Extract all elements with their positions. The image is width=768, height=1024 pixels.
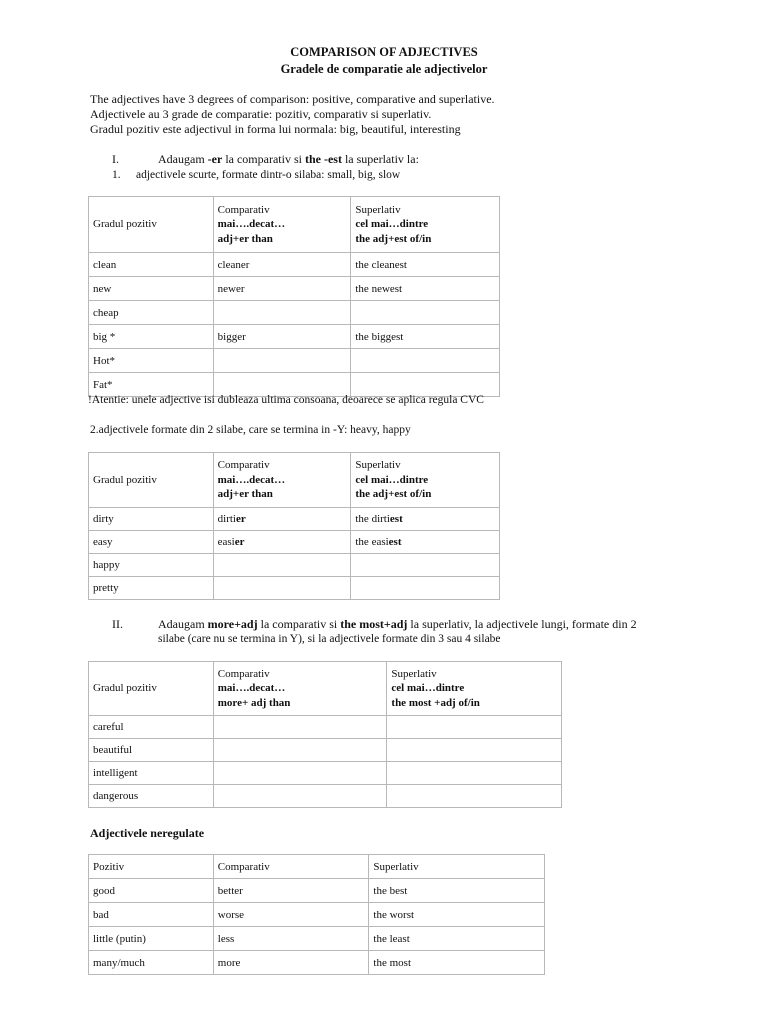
table-row xyxy=(89,879,545,903)
header-superlative: Superlativ cel mai…dintre the adj+est of/in xyxy=(351,197,500,253)
cell-comparative: less xyxy=(213,927,369,951)
table-row xyxy=(89,531,500,554)
section-1-est: the -est xyxy=(304,152,342,166)
cell-positive: intelligent xyxy=(89,762,214,785)
header-superlative: Superlativ cel mai…dintre the most +adj of/in xyxy=(387,662,562,716)
table-header-row xyxy=(89,855,545,879)
header-comparative: Comparativ mai….decat… adj+er than xyxy=(213,453,351,508)
cell-positive: pretty xyxy=(89,577,214,600)
cell-superlative xyxy=(387,762,562,785)
cell-positive: dirty xyxy=(89,508,214,531)
table-row xyxy=(89,739,562,762)
section-1-sub-text: adjectivele scurte, formate dintr-o silaba: small, big, slow xyxy=(136,169,401,181)
cell-comparative: easier xyxy=(213,531,351,554)
header-comparative: Comparativ mai….decat… more+ adj than xyxy=(213,662,387,716)
section-2-text-b: la comparativ si xyxy=(257,617,341,631)
cell-positive: Hot* xyxy=(89,349,214,373)
cell-superlative xyxy=(387,716,562,739)
cell-comparative: dirtier xyxy=(213,508,351,531)
section-1-heading xyxy=(158,152,419,166)
page-subtitle: Gradele de comparatie ale adjectivelor xyxy=(280,62,488,76)
section-1-text-a: Adaugam xyxy=(158,152,208,166)
table-row xyxy=(89,301,500,325)
section-1-text-b: la comparativ si xyxy=(222,152,305,166)
table-short-adjectives xyxy=(88,196,500,397)
section-1-text-c: la superlativ la: xyxy=(341,152,419,166)
table-header-row xyxy=(89,662,562,716)
cell-superlative: the easiest xyxy=(351,531,500,554)
cell-comparative: cleaner xyxy=(213,253,351,277)
table-row xyxy=(89,577,500,600)
section-2-text-c: la superlativ, la adjectivele lungi, formate din 2 xyxy=(407,617,637,631)
table-y-adjectives xyxy=(88,452,500,600)
section-2-more: more+adj xyxy=(207,617,258,631)
intro-line-1: The adjectives have 3 degrees of comparison: positive, comparative and superlative. xyxy=(90,92,495,106)
table-row xyxy=(89,277,500,301)
header-superlative: Superlativ xyxy=(369,855,545,879)
cell-positive: many/much xyxy=(89,951,214,975)
cell-comparative: more xyxy=(213,951,369,975)
header-comparative: Comparativ mai….decat… adj+er than xyxy=(213,197,351,253)
section-2-text-a: Adaugam xyxy=(158,617,208,631)
section-1-number: I. xyxy=(112,152,119,166)
cell-positive: happy xyxy=(89,554,214,577)
cell-comparative: better xyxy=(213,879,369,903)
table-row xyxy=(89,785,562,808)
cell-superlative xyxy=(351,349,500,373)
cell-positive: little (putin) xyxy=(89,927,214,951)
cell-positive: cheap xyxy=(89,301,214,325)
table-header-row xyxy=(89,453,500,508)
section-1-sub-number: 1. xyxy=(112,169,121,181)
intro-line-3: Gradul pozitiv este adjectivul in forma lui normala: big, beautiful, interesting xyxy=(90,122,461,136)
cell-positive: new xyxy=(89,277,214,301)
cell-superlative: the cleanest xyxy=(351,253,500,277)
irregular-heading: Adjectivele neregulate xyxy=(90,826,205,840)
cell-positive: bad xyxy=(89,903,214,927)
cell-comparative xyxy=(213,785,387,808)
cell-comparative xyxy=(213,762,387,785)
cvc-note: !Atentie: unele adjective isi dubleaza ultima consoana, deoarece se aplica regula CVC xyxy=(88,394,484,406)
cell-superlative xyxy=(387,785,562,808)
table-row xyxy=(89,927,545,951)
cell-comparative xyxy=(213,739,387,762)
table-long-adjectives xyxy=(88,661,562,808)
cell-comparative xyxy=(213,301,351,325)
table-row xyxy=(89,903,545,927)
cell-positive: beautiful xyxy=(89,739,214,762)
header-positive: Gradul pozitiv xyxy=(89,453,214,508)
section-1-point-2: 2.adjectivele formate din 2 silabe, care se termina in -Y: heavy, happy xyxy=(90,424,411,436)
cell-superlative: the worst xyxy=(369,903,545,927)
section-2-most: the most+adj xyxy=(340,617,408,631)
header-positive: Gradul pozitiv xyxy=(89,662,214,716)
table-row xyxy=(89,951,545,975)
cell-comparative: newer xyxy=(213,277,351,301)
header-superlative: Superlativ cel mai…dintre the adj+est of/in xyxy=(351,453,500,508)
cell-comparative xyxy=(213,554,351,577)
section-2-heading xyxy=(158,617,637,631)
section-2-line-2: silabe (care nu se termina in Y), si la adjectivele formate din 3 sau 4 silabe xyxy=(158,633,501,645)
cell-comparative: bigger xyxy=(213,325,351,349)
page-title: COMPARISON OF ADJECTIVES xyxy=(290,45,478,59)
table-row xyxy=(89,762,562,785)
table-row xyxy=(89,716,562,739)
cell-positive: clean xyxy=(89,253,214,277)
cell-comparative xyxy=(213,716,387,739)
cell-positive: Fat* xyxy=(89,373,214,397)
cell-positive: easy xyxy=(89,531,214,554)
cell-superlative: the dirtiest xyxy=(351,508,500,531)
header-comparative: Comparativ xyxy=(213,855,369,879)
cell-superlative: the most xyxy=(369,951,545,975)
section-2-number: II. xyxy=(112,617,123,631)
cell-positive: big * xyxy=(89,325,214,349)
cell-positive: careful xyxy=(89,716,214,739)
table-row xyxy=(89,349,500,373)
table-irregular-adjectives xyxy=(88,854,545,975)
cell-comparative xyxy=(213,349,351,373)
cell-positive: dangerous xyxy=(89,785,214,808)
cell-comparative: worse xyxy=(213,903,369,927)
cell-superlative xyxy=(387,739,562,762)
section-1-er: -er xyxy=(207,152,223,166)
cell-comparative xyxy=(213,577,351,600)
table-header-row xyxy=(89,197,500,253)
cell-superlative: the biggest xyxy=(351,325,500,349)
header-positive: Gradul pozitiv xyxy=(89,197,214,253)
cell-superlative xyxy=(351,577,500,600)
table-row xyxy=(89,508,500,531)
table-row xyxy=(89,325,500,349)
table-row xyxy=(89,253,500,277)
cell-superlative: the least xyxy=(369,927,545,951)
cell-superlative xyxy=(351,301,500,325)
cell-positive: good xyxy=(89,879,214,903)
table-row xyxy=(89,554,500,577)
cell-superlative xyxy=(351,554,500,577)
intro-line-2: Adjectivele au 3 grade de comparatie: pozitiv, comparativ si superlativ. xyxy=(90,107,432,121)
header-positive: Pozitiv xyxy=(89,855,214,879)
cell-superlative: the best xyxy=(369,879,545,903)
cell-superlative: the newest xyxy=(351,277,500,301)
